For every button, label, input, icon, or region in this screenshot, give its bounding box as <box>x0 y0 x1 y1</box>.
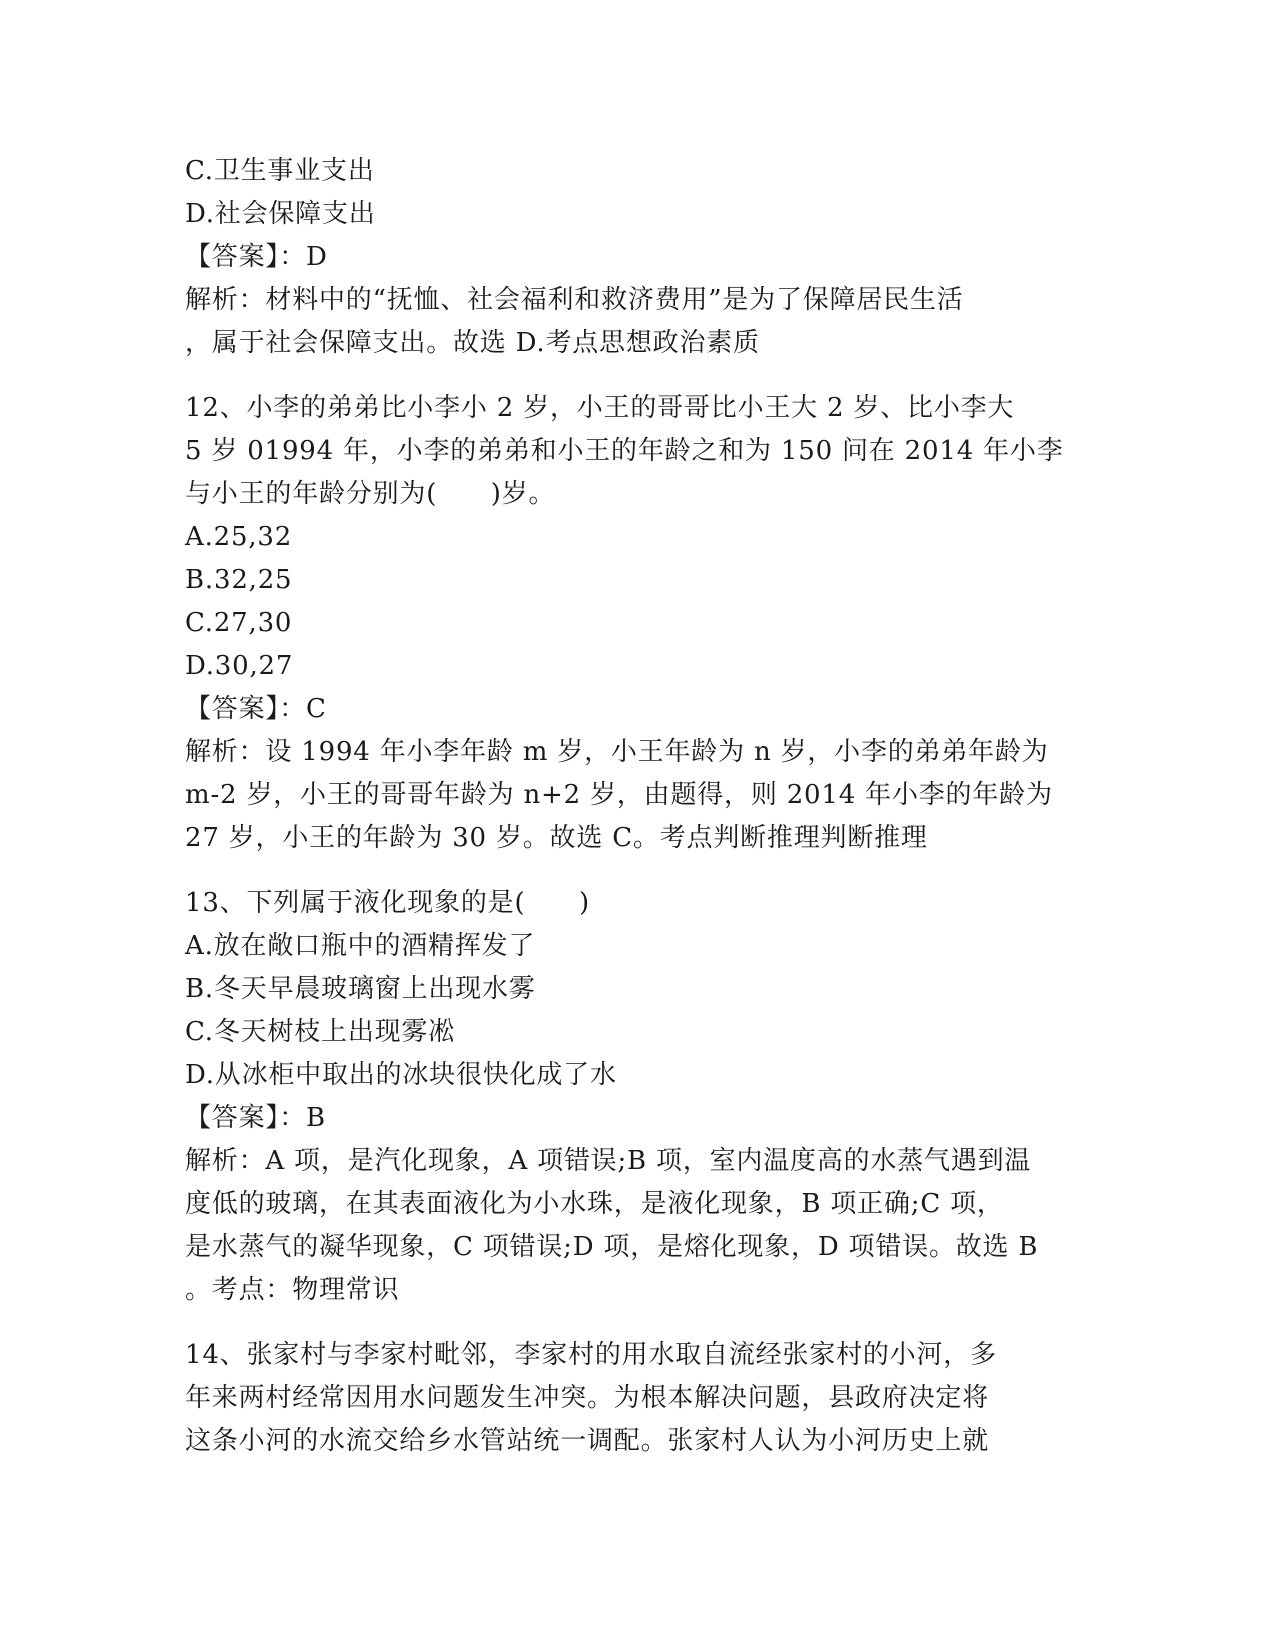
option-b: B.冬天早晨玻璃窗上出现水雾 <box>185 974 536 1004</box>
option-b: B.32,25 <box>185 565 293 595</box>
question-stem: 13、下列属于液化现象的是( ) <box>185 888 590 918</box>
analysis-line: 度低的玻璃，在其表面液化为小水珠，是液化现象，B 项正确;C 项， <box>185 1189 1004 1219</box>
analysis-line: 解析：A 项，是汽化现象，A 项错误;B 项，室内温度高的水蒸气遇到温 <box>185 1146 1032 1176</box>
option-c: C.卫生事业支出 <box>185 156 375 186</box>
option-c: C.27,30 <box>185 608 293 638</box>
analysis-line: m-2 岁，小王的哥哥年龄为 n+2 岁，由题得，则 2014 年小李的年龄为 <box>185 780 1053 810</box>
option-c: C.冬天树枝上出现雾凇 <box>185 1017 456 1047</box>
answer-label: 【答案】：B <box>185 1103 326 1133</box>
question-stem-line: 5 岁 01994 年，小李的弟弟和小王的年龄之和为 150 问在 2014 年小李 <box>185 436 1064 466</box>
analysis-line: 27 岁，小王的年龄为 30 岁。故选 C。考点判断推理判断推理 <box>185 823 928 853</box>
analysis-line: 。考点：物理常识 <box>185 1275 400 1305</box>
document-page <box>185 150 1085 1463</box>
question-stem-line: 14、张家村与李家村毗邻，李家村的用水取自流经张家村的小河，多 <box>185 1340 997 1370</box>
analysis-line: 解析：材料中的“抚恤、社会福利和救济费用”是为了保障居民生活 <box>185 285 964 315</box>
question-stem-line: 这条小河的水流交给乡水管站统一调配。张家村人认为小河历史上就 <box>185 1426 990 1456</box>
option-d: D.30,27 <box>185 651 294 681</box>
analysis-line: ，属于社会保障支出。故选 D.考点思想政治素质 <box>185 328 760 358</box>
question-stem-line: 与小王的年龄分别为( )岁。 <box>185 479 556 509</box>
question-12 <box>185 387 1085 860</box>
question-11-fragment <box>185 150 1085 365</box>
answer-label: 【答案】：D <box>185 242 328 272</box>
question-stem-line: 12、小李的弟弟比小李小 2 岁，小王的哥哥比小王大 2 岁、比小李大 <box>185 393 1015 423</box>
question-13 <box>185 882 1085 1312</box>
question-stem-line: 年来两村经常因用水问题发生冲突。为根本解决问题，县政府决定将 <box>185 1383 990 1413</box>
option-d: D.从冰柜中取出的冰块很快化成了水 <box>185 1060 617 1090</box>
analysis-line: 解析：设 1994 年小李年龄 m 岁，小王年龄为 n 岁，小李的弟弟年龄为 <box>185 737 1049 767</box>
question-14-fragment <box>185 1334 1085 1463</box>
option-a: A.放在敞口瓶中的酒精挥发了 <box>185 931 536 961</box>
option-d: D.社会保障支出 <box>185 199 376 229</box>
analysis-line: 是水蒸气的凝华现象，C 项错误;D 项，是熔化现象，D 项错误。故选 B <box>185 1232 1039 1262</box>
answer-label: 【答案】：C <box>185 694 327 724</box>
option-a: A.25,32 <box>185 522 293 552</box>
